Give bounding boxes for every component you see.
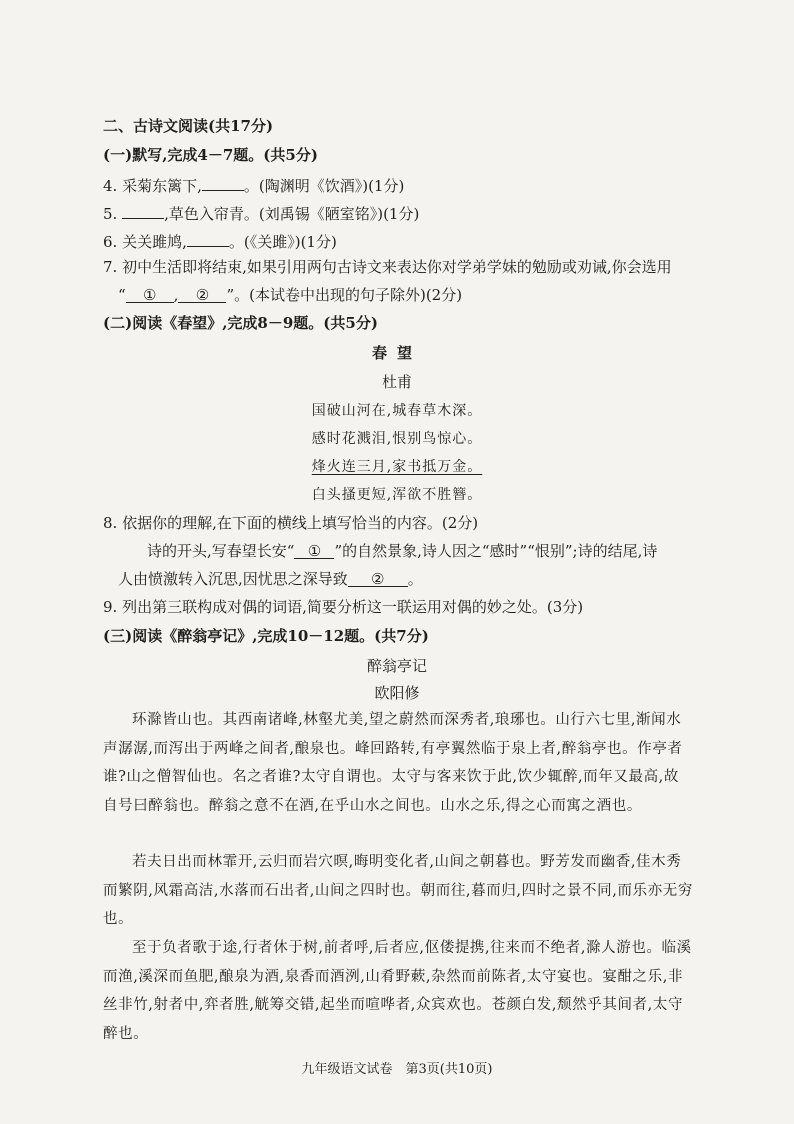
part3-heading: (三)阅读《醉翁亭记》,完成10－12题。(共7分) [103, 627, 429, 645]
q7-blank-1[interactable]: ① [126, 285, 174, 303]
question-8-line-1 [147, 541, 657, 561]
q8-blank-1[interactable]: ① [294, 541, 334, 559]
q7-blank-2[interactable]: ② [178, 285, 226, 303]
q4-source: 。(陶渊明《饮酒》)(1分) [243, 177, 405, 195]
question-8-line-2 [118, 569, 423, 589]
q6-blank[interactable] [187, 229, 229, 247]
question-6 [103, 229, 337, 252]
part2-heading: (二)阅读《春望》,完成8－9题。(共5分) [103, 314, 378, 332]
q6-text: 6. 关关雎鸠, [103, 233, 187, 251]
q7-open-quote: “ [118, 286, 126, 304]
page-footer: 九年级语文试卷 第3页(共10页) [301, 1062, 493, 1077]
q5-text: ,草色入帘青。(刘禹锡《陋室铭》)(1分) [164, 205, 420, 223]
poem-line-1: 国破山河在,城春草木深。 [311, 403, 483, 419]
poem-author: 杜甫 [381, 373, 412, 391]
essay-title: 醉翁亭记 [366, 657, 427, 675]
question-5 [103, 201, 419, 224]
poem-line-3-text: 烽火连三月,家书抵万金。 [311, 459, 483, 475]
q8-line2-post: 。 [407, 570, 423, 588]
essay-paragraph-1: 环滁皆山也。其西南诸峰,林壑尤美,望之蔚然而深秀者,琅琊也。山行六七里,渐闻水声潺潺,而泻出于两峰之间者,酿泉也。峰回路转,有亭翼然临于泉上者,醉翁亭也。作亭者谁?山之僧智仙也。名之者谁?太守自谓也。太守与客来饮于此,饮少辄醉,而年又最高,故自号曰醉翁也。醉翁之意不在酒,在乎山水之间也。山水之乐,得之心而寓之酒也。 [103, 712, 683, 814]
poem-line-4: 白头搔更短,浑欲不胜簪。 [311, 487, 483, 503]
q5-blank[interactable] [122, 201, 164, 219]
section-heading: 二、古诗文阅读(共17分) [103, 117, 274, 135]
poem-line-3 [0, 456, 794, 476]
part1-heading: (一)默写,完成4－7题。(共5分) [103, 146, 318, 164]
question-8-stem: 8. 依据你的理解,在下面的横线上填写恰当的内容。(2分) [103, 514, 479, 532]
q8-line1-pre: 诗的开头,写春望长安“ [147, 542, 295, 560]
q8-line2-pre: 人由愤激转入沉思,因忧思之深导致 [118, 570, 348, 588]
question-7-answer-line [118, 285, 462, 305]
q6-source: 。(《关雎》)(1分) [228, 233, 337, 251]
question-4 [103, 173, 404, 196]
q4-blank[interactable] [202, 173, 244, 191]
essay-paragraph-2: 若夫日出而林霏开,云归而岩穴暝,晦明变化者,山间之朝暮也。野芳发而幽香,佳木秀而繁阴,风霜高洁,水落而石出者,山间之四时也。朝而往,暮而归,四时之景不同,而乐亦无穷也。 [103, 854, 693, 927]
q4-text: 4. 采菊东篱下, [103, 177, 202, 195]
essay-author: 欧阳修 [374, 684, 420, 702]
poem-title: 春望 [371, 344, 422, 362]
q5-number: 5. [103, 205, 123, 223]
q7-comma: , [173, 286, 179, 304]
poem-line-2: 感时花溅泪,恨别鸟惊心。 [311, 431, 483, 447]
q7-note: ”。(本试卷中出现的句子除外)(2分) [226, 286, 463, 304]
essay-paragraph-3: 至于负者歌于途,行者休于树,前者呼,后者应,伛偻提携,往来而不绝者,滁人游也。临溪而渔,溪深而鱼肥,酿泉为酒,泉香而酒洌,山肴野蔌,杂然而前陈者,太守宴也。宴酣之乐,非丝非竹,射者中,弈者胜,觥筹交错,起坐而喧哗者,众宾欢也。苍颜白发,颓然乎其间者,太守醉也。 [103, 940, 692, 1042]
q8-blank-2[interactable]: ② [348, 569, 408, 587]
question-7-stem: 7. 初中生活即将结束,如果引用两句古诗文来表达你对学弟学妹的勉励或劝诫,你会选用 [103, 258, 672, 276]
question-9: 9. 列出第三联构成对偶的词语,简要分析这一联运用对偶的妙之处。(3分) [103, 598, 584, 616]
q8-line1-post: ”的自然景象,诗人因之“感时”“恨别”;诗的结尾,诗 [334, 542, 658, 560]
